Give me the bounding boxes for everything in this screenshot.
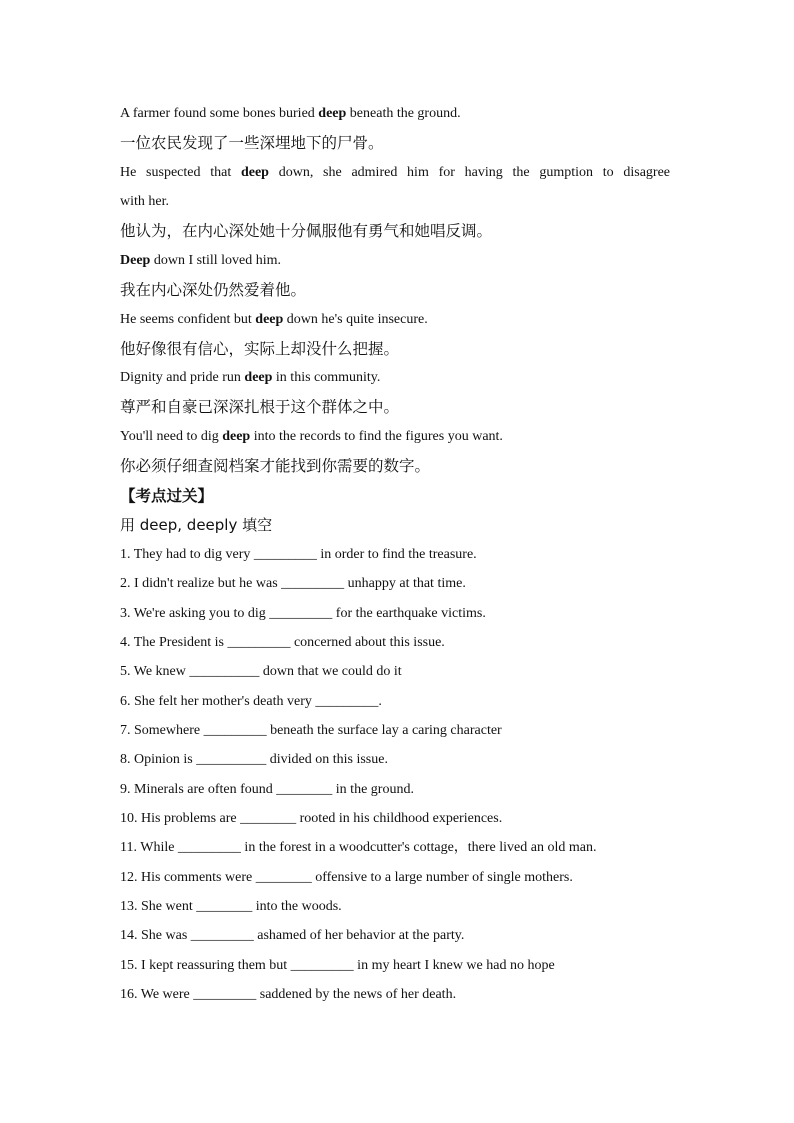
exercise-item: 14. She was _________ ashamed of her behavior at the party. xyxy=(120,928,465,943)
exercise-item: 3. We're asking you to dig _________ for the earthquake victims. xyxy=(120,606,486,621)
exercise-item: 4. The President is _________ concerned about this issue. xyxy=(120,635,445,650)
exercise-item: 2. I didn't realize but he was _________ unhappy at that time. xyxy=(120,576,466,591)
example-sentence-2-wrap: with her. xyxy=(120,194,169,209)
example-sentence-2: He suspected that deep down, she admired him for having the gumption to disagree xyxy=(120,165,671,180)
example-translation-4: 他好像很有信心，实际上却没什么把握。 xyxy=(120,340,400,358)
example-translation-3: 我在内心深处仍然爱着他。 xyxy=(120,281,307,299)
example-sentence-3: Deep down I still loved him. xyxy=(120,253,281,268)
example-sentence-4: He seems confident but deep down he's quite insecure. xyxy=(120,312,428,327)
example-sentence-6: You'll need to dig deep into the records to find the figures you want. xyxy=(120,429,503,444)
exercise-item: 8. Opinion is __________ divided on this issue. xyxy=(120,752,388,767)
example-translation-2: 他认为，在内心深处她十分佩服他有勇气和她唱反调。 xyxy=(120,222,493,240)
exercise-item: 12. His comments were ________ offensive to a large number of single mothers. xyxy=(120,870,573,885)
exercise-item: 15. I kept reassuring them but _________ in my heart I knew we had no hope xyxy=(120,958,555,973)
exercise-item: 13. She went ________ into the woods. xyxy=(120,899,342,914)
example-translation-6: 你必须仔细查阅档案才能找到你需要的数字。 xyxy=(120,457,431,475)
exercise-item: 5. We knew __________ down that we could do it xyxy=(120,664,402,679)
exercise-item: 10. His problems are ________ rooted in his childhood experiences. xyxy=(120,811,503,826)
exercise-item: 16. We were _________ saddened by the news of her death. xyxy=(120,987,457,1002)
exercise-instruction: 用 deep, deeply 填空 xyxy=(120,516,273,534)
example-translation-5: 尊严和自豪已深深扎根于这个群体之中。 xyxy=(120,398,400,416)
example-sentence-5: Dignity and pride run deep in this community. xyxy=(120,370,381,385)
exercise-item: 9. Minerals are often found ________ in the ground. xyxy=(120,782,414,797)
exercise-item: 11. While _________ in the forest in a woodcutter's cottage，there lived an old man. xyxy=(120,840,597,855)
exercise-item: 6. She felt her mother's death very _________. xyxy=(120,694,382,709)
section-title: 【考点过关】 xyxy=(120,487,214,505)
exercise-item: 7. Somewhere _________ beneath the surface lay a caring character xyxy=(120,723,502,738)
example-sentence-1: A farmer found some bones buried deep beneath the ground. xyxy=(120,106,461,121)
example-translation-1: 一位农民发现了一些深埋地下的尸骨。 xyxy=(120,134,384,152)
exercise-item: 1. They had to dig very _________ in order to find the treasure. xyxy=(120,547,477,562)
